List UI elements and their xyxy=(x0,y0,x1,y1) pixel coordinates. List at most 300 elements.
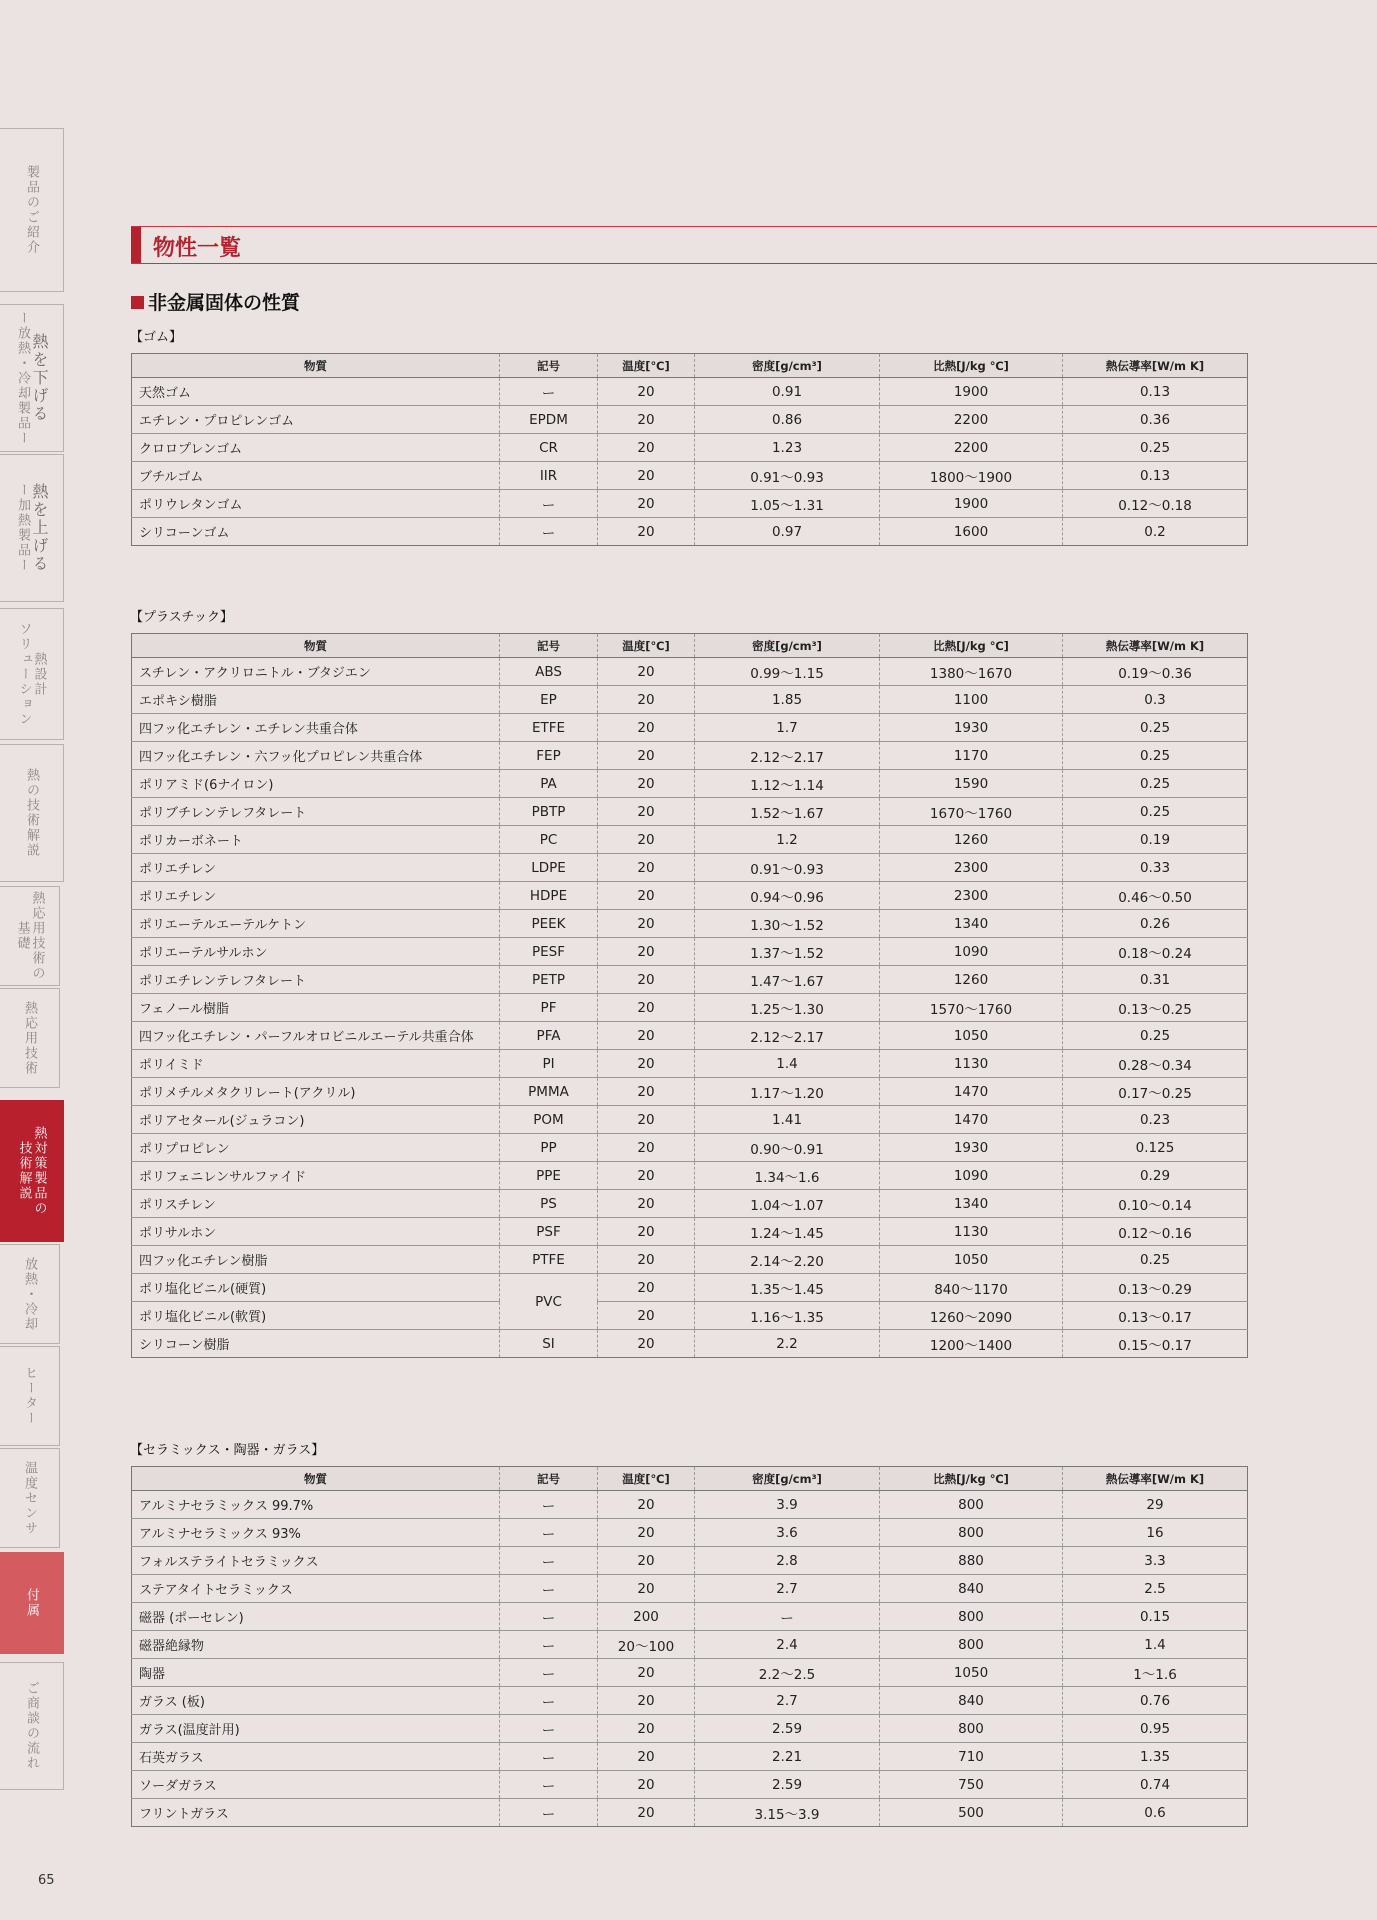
cell-thermal-conductivity: 2.5 xyxy=(1063,1575,1248,1603)
cell-thermal-conductivity: 0.6 xyxy=(1063,1799,1248,1827)
cell-density: 1.4 xyxy=(695,1050,880,1078)
tab-label-sub: ー加熱製品ー xyxy=(15,483,30,573)
tab-cooling-products[interactable] xyxy=(0,304,64,452)
table-row xyxy=(132,1106,1248,1134)
cell-substance: シリコーンゴム xyxy=(132,518,500,546)
cell-temperature: 20 xyxy=(598,910,695,938)
cell-specific-heat: 1590 xyxy=(880,770,1063,798)
table-row xyxy=(132,1547,1248,1575)
side-navigation xyxy=(0,0,70,1920)
cell-symbol: HDPE xyxy=(500,882,598,910)
column-header-specific-heat: 比熱[J/kg ℃] xyxy=(880,354,1063,378)
table-row xyxy=(132,1134,1248,1162)
cell-symbol: CR xyxy=(500,434,598,462)
cell-density: 1.35〜1.45 xyxy=(695,1274,880,1302)
cell-temperature: 20 xyxy=(598,1078,695,1106)
cell-symbol: PESF xyxy=(500,938,598,966)
cell-temperature: 20 xyxy=(598,686,695,714)
cell-specific-heat: 1050 xyxy=(880,1246,1063,1274)
table-row xyxy=(132,1491,1248,1519)
cell-temperature: 20 xyxy=(598,1799,695,1827)
cell-temperature: 20 xyxy=(598,938,695,966)
table-row xyxy=(132,1330,1248,1358)
cell-symbol: ー xyxy=(500,490,598,518)
cell-temperature: 20 xyxy=(598,1330,695,1358)
cell-substance: ポリエチレンテレフタレート xyxy=(132,966,500,994)
cell-specific-heat: 1900 xyxy=(880,490,1063,518)
cell-thermal-conductivity: 0.36 xyxy=(1063,406,1248,434)
tab-label: 熱応用技術の xyxy=(29,891,45,981)
cell-specific-heat: 840 xyxy=(880,1575,1063,1603)
page-title: 物性一覧 xyxy=(153,236,242,261)
cell-symbol: LDPE xyxy=(500,854,598,882)
tab-label: 熱の技術解説 xyxy=(24,768,39,858)
cell-density: 0.99〜1.15 xyxy=(695,658,880,686)
cell-density: 2.12〜2.17 xyxy=(695,1022,880,1050)
cell-specific-heat: 1050 xyxy=(880,1659,1063,1687)
table-row xyxy=(132,406,1248,434)
plastic-table-title: 【プラスチック】 xyxy=(130,610,233,625)
cell-substance: クロロプレンゴム xyxy=(132,434,500,462)
cell-density: 1.17〜1.20 xyxy=(695,1078,880,1106)
cell-specific-heat: 1570〜1760 xyxy=(880,994,1063,1022)
table-row xyxy=(132,1274,1248,1302)
cell-temperature: 20 xyxy=(598,1771,695,1799)
cell-substance: 四フッ化エチレン・パーフルオロビニルエーテル共重合体 xyxy=(132,1022,500,1050)
cell-density: 2.14〜2.20 xyxy=(695,1246,880,1274)
cell-symbol: PA xyxy=(500,770,598,798)
cell-thermal-conductivity: 0.26 xyxy=(1063,910,1248,938)
cell-thermal-conductivity: 29 xyxy=(1063,1491,1248,1519)
cell-temperature: 20 xyxy=(598,742,695,770)
table-row xyxy=(132,770,1248,798)
tab-label: 熱設計 xyxy=(31,651,47,697)
cell-density: 2.59 xyxy=(695,1715,880,1743)
cell-temperature: 20 xyxy=(598,714,695,742)
tab-cooling[interactable] xyxy=(0,1244,60,1344)
cell-temperature: 20 xyxy=(598,882,695,910)
cell-density: 2.8 xyxy=(695,1547,880,1575)
cell-thermal-conductivity: 0.23 xyxy=(1063,1106,1248,1134)
cell-density: 2.59 xyxy=(695,1771,880,1799)
cell-substance: フェノール樹脂 xyxy=(132,994,500,1022)
cell-temperature: 20 xyxy=(598,378,695,406)
cell-temperature: 20 xyxy=(598,1190,695,1218)
cell-temperature: 20 xyxy=(598,1162,695,1190)
cell-temperature: 20 xyxy=(598,770,695,798)
cell-specific-heat: 1130 xyxy=(880,1218,1063,1246)
column-header-thermal-conductivity: 熱伝導率[W/m K] xyxy=(1063,354,1248,378)
cell-temperature: 20 xyxy=(598,798,695,826)
cell-thermal-conductivity: 0.13〜0.17 xyxy=(1063,1302,1248,1330)
table-row xyxy=(132,1631,1248,1659)
column-header-density: 密度[g/cm³] xyxy=(695,354,880,378)
tab-label-sub: ソリューション xyxy=(16,621,32,727)
cell-specific-heat: 800 xyxy=(880,1491,1063,1519)
table-row xyxy=(132,658,1248,686)
cell-thermal-conductivity: 0.25 xyxy=(1063,770,1248,798)
tab-label-sub: 技術解説 xyxy=(16,1141,32,1201)
tab-label: 熱を上げる xyxy=(30,483,49,573)
table-row xyxy=(132,1743,1248,1771)
tab-thermal-design[interactable] xyxy=(0,608,64,740)
table-row xyxy=(132,1218,1248,1246)
cell-substance: ポリスチレン xyxy=(132,1190,500,1218)
cell-substance: スチレン・アクリロニトル・ブタジエン xyxy=(132,658,500,686)
cell-substance: ポリメチルメタクリレート(アクリル) xyxy=(132,1078,500,1106)
cell-temperature: 20 xyxy=(598,1106,695,1134)
cell-temperature: 20 xyxy=(598,490,695,518)
column-header-substance: 物質 xyxy=(132,1467,500,1491)
cell-substance: ガラス(温度計用) xyxy=(132,1715,500,1743)
tab-heater[interactable] xyxy=(0,1346,60,1446)
cell-specific-heat: 1130 xyxy=(880,1050,1063,1078)
table-row xyxy=(132,1302,1248,1330)
cell-temperature: 20 xyxy=(598,1218,695,1246)
cell-specific-heat: 2200 xyxy=(880,434,1063,462)
cell-thermal-conductivity: 0.13 xyxy=(1063,378,1248,406)
cell-substance: シリコーン樹脂 xyxy=(132,1330,500,1358)
cell-substance: ガラス (板) xyxy=(132,1687,500,1715)
cell-temperature: 20 xyxy=(598,434,695,462)
cell-substance: ソーダガラス xyxy=(132,1771,500,1799)
cell-specific-heat: 1930 xyxy=(880,1134,1063,1162)
cell-temperature: 20 xyxy=(598,1491,695,1519)
cell-thermal-conductivity: 0.15〜0.17 xyxy=(1063,1330,1248,1358)
cell-symbol: ー xyxy=(500,1771,598,1799)
cell-thermal-conductivity: 1.4 xyxy=(1063,1631,1248,1659)
cell-substance: ブチルゴム xyxy=(132,462,500,490)
table-row xyxy=(132,994,1248,1022)
cell-symbol: ー xyxy=(500,378,598,406)
cell-substance: アルミナセラミックス 99.7% xyxy=(132,1491,500,1519)
cell-substance: ステアタイトセラミックス xyxy=(132,1575,500,1603)
table-row xyxy=(132,490,1248,518)
cell-specific-heat: 800 xyxy=(880,1519,1063,1547)
cell-substance: アルミナセラミックス 93% xyxy=(132,1519,500,1547)
cell-temperature: 20 xyxy=(598,826,695,854)
table-row xyxy=(132,518,1248,546)
cell-symbol: PEEK xyxy=(500,910,598,938)
cell-symbol: ー xyxy=(500,1547,598,1575)
cell-symbol: PETP xyxy=(500,966,598,994)
cell-specific-heat: 1200〜1400 xyxy=(880,1330,1063,1358)
cell-density: 3.6 xyxy=(695,1519,880,1547)
tab-thermal-basics[interactable] xyxy=(0,886,60,986)
cell-specific-heat: 800 xyxy=(880,1603,1063,1631)
tab-thermal-tech[interactable] xyxy=(0,744,64,882)
column-header-symbol: 記号 xyxy=(500,634,598,658)
cell-symbol: ー xyxy=(500,1491,598,1519)
ceramics-table xyxy=(131,1466,1248,1827)
cell-thermal-conductivity: 0.19 xyxy=(1063,826,1248,854)
cell-temperature: 20 xyxy=(598,1134,695,1162)
cell-temperature: 20 xyxy=(598,1575,695,1603)
table-row xyxy=(132,1659,1248,1687)
cell-temperature: 20 xyxy=(598,1274,695,1302)
cell-specific-heat: 750 xyxy=(880,1771,1063,1799)
column-header-substance: 物質 xyxy=(132,634,500,658)
cell-symbol: ー xyxy=(500,1659,598,1687)
cell-thermal-conductivity: 0.3 xyxy=(1063,686,1248,714)
cell-thermal-conductivity: 0.28〜0.34 xyxy=(1063,1050,1248,1078)
tab-label: 熱対策製品の xyxy=(31,1126,47,1216)
cell-density: 1.52〜1.67 xyxy=(695,798,880,826)
cell-substance: ポリエチレン xyxy=(132,854,500,882)
cell-thermal-conductivity: 0.13〜0.29 xyxy=(1063,1274,1248,1302)
cell-density: 3.15〜3.9 xyxy=(695,1799,880,1827)
table-row xyxy=(132,1687,1248,1715)
cell-thermal-conductivity: 0.25 xyxy=(1063,1022,1248,1050)
cell-temperature: 20 xyxy=(598,854,695,882)
rubber-table-title: 【ゴム】 xyxy=(130,330,183,345)
table-header-row xyxy=(132,354,1248,378)
cell-substance: 四フッ化エチレン・エチレン共重合体 xyxy=(132,714,500,742)
cell-temperature: 20 xyxy=(598,1743,695,1771)
cell-thermal-conductivity: 0.18〜0.24 xyxy=(1063,938,1248,966)
cell-substance: ポリサルホン xyxy=(132,1218,500,1246)
tab-appendix[interactable] xyxy=(0,1552,64,1654)
cell-symbol: PBTP xyxy=(500,798,598,826)
cell-specific-heat: 1170 xyxy=(880,742,1063,770)
cell-temperature: 20 xyxy=(598,518,695,546)
cell-substance: エチレン・プロピレンゴム xyxy=(132,406,500,434)
cell-symbol: EP xyxy=(500,686,598,714)
cell-density: 2.7 xyxy=(695,1687,880,1715)
cell-specific-heat: 1470 xyxy=(880,1106,1063,1134)
cell-specific-heat: 880 xyxy=(880,1547,1063,1575)
cell-substance: ポリアミド(6ナイロン) xyxy=(132,770,500,798)
cell-temperature: 20 xyxy=(598,462,695,490)
table-row xyxy=(132,1799,1248,1827)
column-header-temperature: 温度[℃] xyxy=(598,634,695,658)
table-row xyxy=(132,686,1248,714)
cell-density: 1.41 xyxy=(695,1106,880,1134)
cell-thermal-conductivity: 0.125 xyxy=(1063,1134,1248,1162)
table-row xyxy=(132,1190,1248,1218)
cell-symbol: ー xyxy=(500,1799,598,1827)
cell-specific-heat: 1600 xyxy=(880,518,1063,546)
cell-specific-heat: 1670〜1760 xyxy=(880,798,1063,826)
cell-symbol: PP xyxy=(500,1134,598,1162)
table-row xyxy=(132,882,1248,910)
cell-density: 0.86 xyxy=(695,406,880,434)
cell-specific-heat: 1380〜1670 xyxy=(880,658,1063,686)
cell-density: 1.2 xyxy=(695,826,880,854)
ceramics-table-title: 【セラミックス・陶器・ガラス】 xyxy=(130,1443,325,1458)
tab-label: 熱を下げる xyxy=(30,333,49,423)
cell-substance: ポリプロピレン xyxy=(132,1134,500,1162)
cell-density: 1.30〜1.52 xyxy=(695,910,880,938)
column-header-symbol: 記号 xyxy=(500,1467,598,1491)
cell-temperature: 20 xyxy=(598,994,695,1022)
cell-specific-heat: 1470 xyxy=(880,1078,1063,1106)
cell-symbol: PI xyxy=(500,1050,598,1078)
cell-specific-heat: 1260 xyxy=(880,826,1063,854)
cell-substance: ポリフェニレンサルファイド xyxy=(132,1162,500,1190)
cell-thermal-conductivity: 0.13 xyxy=(1063,462,1248,490)
cell-density: 2.4 xyxy=(695,1631,880,1659)
table-row xyxy=(132,714,1248,742)
cell-substance: 陶器 xyxy=(132,1659,500,1687)
cell-specific-heat: 2300 xyxy=(880,882,1063,910)
cell-density: 1.12〜1.14 xyxy=(695,770,880,798)
cell-density: ー xyxy=(695,1603,880,1631)
cell-thermal-conductivity: 0.25 xyxy=(1063,742,1248,770)
tab-business-flow[interactable] xyxy=(0,1662,64,1790)
cell-symbol: ー xyxy=(500,1743,598,1771)
tab-label-sub: 基礎 xyxy=(14,921,30,951)
cell-thermal-conductivity: 16 xyxy=(1063,1519,1248,1547)
cell-specific-heat: 1930 xyxy=(880,714,1063,742)
tab-label: ヒーター xyxy=(22,1366,37,1426)
cell-density: 0.91〜0.93 xyxy=(695,462,880,490)
cell-specific-heat: 1340 xyxy=(880,910,1063,938)
cell-specific-heat: 1090 xyxy=(880,1162,1063,1190)
cell-substance: 磁器 (ポーセレン) xyxy=(132,1603,500,1631)
cell-specific-heat: 1090 xyxy=(880,938,1063,966)
cell-density: 1.47〜1.67 xyxy=(695,966,880,994)
cell-symbol: ー xyxy=(500,1687,598,1715)
cell-symbol: ABS xyxy=(500,658,598,686)
cell-symbol: PC xyxy=(500,826,598,854)
table-row xyxy=(132,1603,1248,1631)
page-number: 65 xyxy=(38,1873,55,1888)
cell-substance: ポリ塩化ビニル(軟質) xyxy=(132,1302,500,1330)
cell-specific-heat: 2300 xyxy=(880,854,1063,882)
cell-density: 1.85 xyxy=(695,686,880,714)
table-row xyxy=(132,742,1248,770)
tab-thermal-applied[interactable] xyxy=(0,988,60,1088)
cell-thermal-conductivity: 0.25 xyxy=(1063,1246,1248,1274)
cell-symbol: IIR xyxy=(500,462,598,490)
cell-symbol: FEP xyxy=(500,742,598,770)
table-row xyxy=(132,1575,1248,1603)
table-row xyxy=(132,1078,1248,1106)
cell-specific-heat: 1050 xyxy=(880,1022,1063,1050)
tab-label: 温度センサ xyxy=(22,1460,37,1536)
cell-specific-heat: 1340 xyxy=(880,1190,1063,1218)
table-row xyxy=(132,826,1248,854)
table-row xyxy=(132,378,1248,406)
table-header-row xyxy=(132,1467,1248,1491)
cell-density: 1.23 xyxy=(695,434,880,462)
cell-specific-heat: 1260〜2090 xyxy=(880,1302,1063,1330)
cell-specific-heat: 840〜1170 xyxy=(880,1274,1063,1302)
cell-density: 3.9 xyxy=(695,1491,880,1519)
cell-specific-heat: 1260 xyxy=(880,966,1063,994)
cell-temperature: 20 xyxy=(598,1659,695,1687)
tab-label: ご商談の流れ xyxy=(24,1681,39,1771)
cell-temperature: 20 xyxy=(598,1022,695,1050)
cell-temperature: 20 xyxy=(598,658,695,686)
square-bullet-icon xyxy=(131,296,144,309)
cell-symbol: PS xyxy=(500,1190,598,1218)
sub-heading xyxy=(131,288,300,315)
cell-substance: エポキシ樹脂 xyxy=(132,686,500,714)
table-row xyxy=(132,938,1248,966)
cell-symbol: EPDM xyxy=(500,406,598,434)
tab-temperature-sensor[interactable] xyxy=(0,1448,60,1548)
cell-thermal-conductivity: 0.10〜0.14 xyxy=(1063,1190,1248,1218)
column-header-thermal-conductivity: 熱伝導率[W/m K] xyxy=(1063,634,1248,658)
cell-symbol: PPE xyxy=(500,1162,598,1190)
table-row xyxy=(132,462,1248,490)
cell-specific-heat: 2200 xyxy=(880,406,1063,434)
tab-label: 熱応用技術 xyxy=(22,1000,37,1076)
cell-specific-heat: 1100 xyxy=(880,686,1063,714)
cell-specific-heat: 840 xyxy=(880,1687,1063,1715)
cell-symbol: PVC xyxy=(500,1274,598,1330)
cell-substance: ポリウレタンゴム xyxy=(132,490,500,518)
cell-temperature: 20 xyxy=(598,1547,695,1575)
cell-density: 1.7 xyxy=(695,714,880,742)
column-header-thermal-conductivity: 熱伝導率[W/m K] xyxy=(1063,1467,1248,1491)
column-header-specific-heat: 比熱[J/kg ℃] xyxy=(880,634,1063,658)
cell-substance: フォルステライトセラミックス xyxy=(132,1547,500,1575)
cell-specific-heat: 500 xyxy=(880,1799,1063,1827)
cell-thermal-conductivity: 0.25 xyxy=(1063,798,1248,826)
tab-label-sub: ー放熱・冷却製品ー xyxy=(15,310,30,446)
cell-substance: 磁器絶縁物 xyxy=(132,1631,500,1659)
tab-product-intro[interactable] xyxy=(0,128,64,292)
cell-density: 0.91 xyxy=(695,378,880,406)
cell-thermal-conductivity: 1.35 xyxy=(1063,1743,1248,1771)
tab-product-tech[interactable] xyxy=(0,1100,64,1242)
cell-substance: ポリエーテルエーテルケトン xyxy=(132,910,500,938)
cell-temperature: 20 xyxy=(598,1687,695,1715)
table-row xyxy=(132,798,1248,826)
cell-temperature: 20〜100 xyxy=(598,1631,695,1659)
table-row xyxy=(132,1162,1248,1190)
tab-heating-products[interactable] xyxy=(0,454,64,602)
cell-temperature: 20 xyxy=(598,1246,695,1274)
column-header-density: 密度[g/cm³] xyxy=(695,634,880,658)
cell-symbol: PF xyxy=(500,994,598,1022)
cell-substance: ポリイミド xyxy=(132,1050,500,1078)
table-row xyxy=(132,966,1248,994)
cell-thermal-conductivity: 0.12〜0.16 xyxy=(1063,1218,1248,1246)
column-header-temperature: 温度[℃] xyxy=(598,1467,695,1491)
cell-thermal-conductivity: 0.46〜0.50 xyxy=(1063,882,1248,910)
cell-density: 1.05〜1.31 xyxy=(695,490,880,518)
rubber-table xyxy=(131,353,1248,546)
cell-density: 1.34〜1.6 xyxy=(695,1162,880,1190)
cell-specific-heat: 710 xyxy=(880,1743,1063,1771)
table-row xyxy=(132,1771,1248,1799)
cell-density: 2.7 xyxy=(695,1575,880,1603)
cell-thermal-conductivity: 0.25 xyxy=(1063,434,1248,462)
cell-temperature: 200 xyxy=(598,1603,695,1631)
table-row xyxy=(132,1050,1248,1078)
plastic-table xyxy=(131,633,1248,1358)
cell-substance: 石英ガラス xyxy=(132,1743,500,1771)
cell-density: 1.16〜1.35 xyxy=(695,1302,880,1330)
cell-density: 0.94〜0.96 xyxy=(695,882,880,910)
sub-heading-text: 非金属固体の性質 xyxy=(148,292,301,314)
cell-thermal-conductivity: 0.74 xyxy=(1063,1771,1248,1799)
section-header xyxy=(131,226,1377,264)
cell-density: 2.12〜2.17 xyxy=(695,742,880,770)
column-header-symbol: 記号 xyxy=(500,354,598,378)
cell-temperature: 20 xyxy=(598,406,695,434)
cell-temperature: 20 xyxy=(598,1050,695,1078)
cell-density: 0.90〜0.91 xyxy=(695,1134,880,1162)
cell-density: 1.04〜1.07 xyxy=(695,1190,880,1218)
cell-substance: 四フッ化エチレン樹脂 xyxy=(132,1246,500,1274)
table-header-row xyxy=(132,634,1248,658)
cell-thermal-conductivity: 0.15 xyxy=(1063,1603,1248,1631)
